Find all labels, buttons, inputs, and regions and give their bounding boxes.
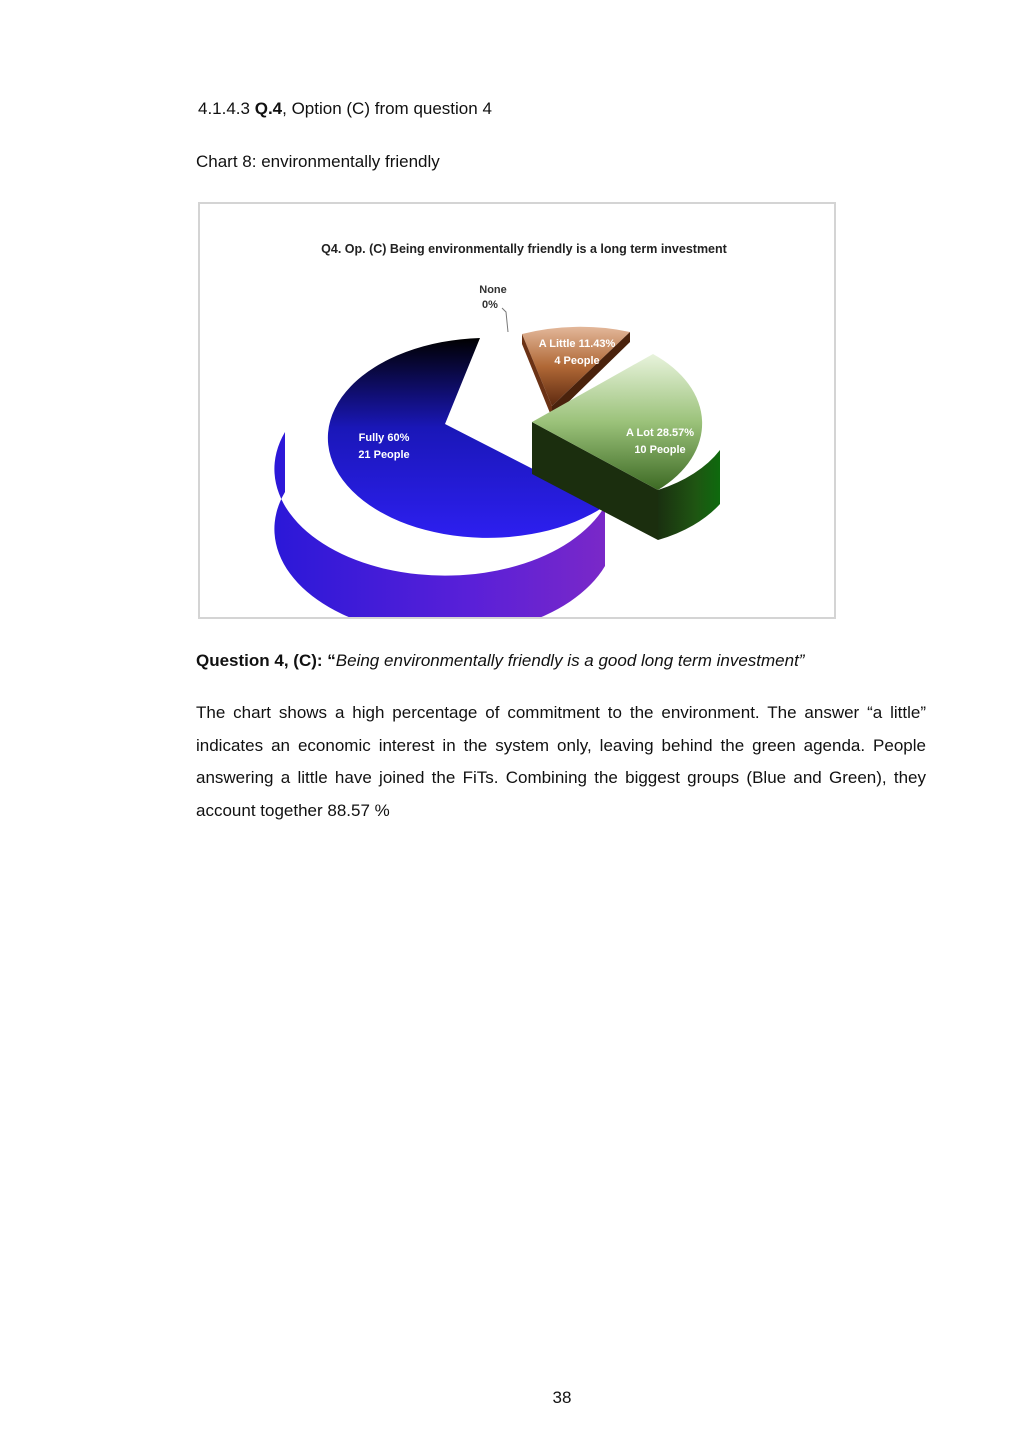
chart-caption: Chart 8: environmentally friendly [196, 152, 440, 171]
page-number: 38 [552, 1388, 572, 1407]
label-fully: Fully 60% [358, 432, 410, 444]
chart-title: Q4. Op. (C) Being environmentally friendly is a long term investment [321, 242, 727, 256]
label-none: None [479, 284, 507, 296]
label-a-lot-people: 10 People [634, 444, 686, 456]
section-heading [198, 99, 492, 119]
label-none-percent: 0% [482, 299, 498, 311]
none-leader-line [502, 308, 508, 332]
section-question-ref: Q.4 [254, 99, 283, 118]
body-paragraph: The chart shows a high percentage of commitment to the environment. The answer “a little” indicates an economic interest in the system only, leaving behind the green agenda. People answering a little have joined the FiTs. Combining the biggest groups (Blue and Green), they account together 88.57 % [196, 703, 926, 820]
question-text: Being environmentally friendly is a good long term investment” [335, 651, 805, 670]
section-heading-rest: , Option (C) from question 4 [282, 99, 492, 118]
label-a-little-people: 4 People [554, 355, 600, 367]
label-a-lot: A Lot 28.57% [625, 427, 695, 439]
chart-frame [198, 202, 836, 619]
question-label: Question 4, (C): “ [196, 651, 336, 670]
section-number: 4.1.4.3 [198, 99, 250, 118]
question-line [196, 651, 804, 671]
label-fully-people: 21 People [358, 449, 410, 461]
label-a-little: A Little 11.43% [538, 338, 616, 350]
pie-chart [200, 204, 834, 617]
